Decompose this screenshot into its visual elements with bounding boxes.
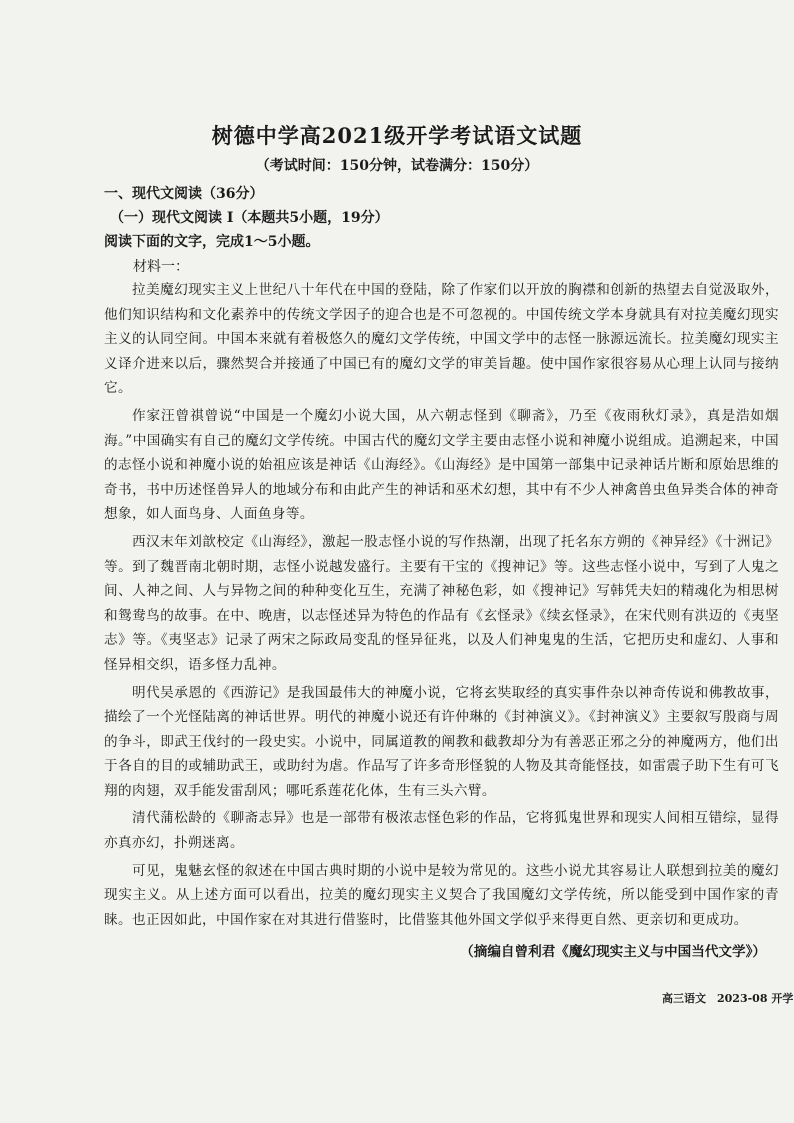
material-body bbox=[104, 278, 779, 935]
section-subheading: （一）现代文阅读 I（本题共5小题，19分） bbox=[110, 210, 389, 226]
exam-title: 树德中学高2021级开学考试语文试题 bbox=[211, 123, 583, 148]
paragraph: 西汉末年刘歆校定《山海经》，激起一股志怪小说的写作热潮，出现了托名东方朔的《神异经》《十洲记》等。到了魏晋南北朝时期，志怪小说越发盛行。主要有干宝的《搜神记》等。这些志怪小说中，写到了人鬼之间、人神之间、人与异物之间的种种变化互生，充满了神秘色彩，如《搜神记》写韩凭夫妇的精魂化为相思树和鸳鸯鸟的故事。在中、晚唐，以志怪述异为特色的作品有《玄怪录》《续玄怪录》，在宋代则有洪迈的《夷坚志》等。《夷坚志》记录了两宋之际政局变乱的怪异征兆，以及人们神鬼鬼的生活，它把历史和虚幻、人事和怪异相交织，语多怪力乱神。 bbox=[104, 533, 779, 673]
reading-instruction: 阅读下面的文字，完成1～5小题。 bbox=[104, 234, 320, 250]
material-label: 材料一： bbox=[133, 259, 189, 275]
paragraph: 清代蒲松龄的《聊斋志异》也是一部带有极浓志怪色彩的作品，它将狐鬼世界和现实人间相互错综，显得亦真亦幻，扑朔迷离。 bbox=[104, 810, 779, 852]
section-heading: 一、现代文阅读（36分） bbox=[104, 186, 264, 202]
paragraph: 明代吴承恩的《西游记》是我国最伟大的神魔小说，它将玄奘取经的真实事件杂以神奇传说和佛教故事，描绘了一个光怪陆离的神话世界。明代的神魔小说还有许仲琳的《封神演义》。《封神演义》主要叙写殷商与周的争斗，即武王伐纣的一段史实。小说中，同属道教的阐教和截教却分为有善恶正邪之分的神魔两方，他们出于各自的目的或辅助武王，或助纣为虐。作品写了许多奇形怪貌的人物及其奇能怪技，如雷震子助下生有可飞翔的肉翅，双手能发雷刮风；哪吒系莲花化体，生有三头六臂。 bbox=[104, 684, 779, 799]
paragraph: 拉美魔幻现实主义上世纪八十年代在中国的登陆，除了作家们以开放的胸襟和创新的热望去自觉汲取外，他们知识结构和文化素养中的传统文学因子的迎合也是不可忽视的。中国传统文学本身就具有对拉美魔幻现实主义的认同空间。中国本来就有着极悠久的魔幻文学传统，中国文学中的志怪一脉源远流长。拉美魔幻现实主义译介进来以后，骤然契合并接通了中国已有的魔幻文学的审美旨趣。使中国作家很容易从心理上认同与接纳它。 bbox=[104, 282, 779, 397]
paragraph: 作家汪曾祺曾说“中国是一个魔幻小说大国，从六朝志怪到《聊斋》，乃至《夜雨秋灯录》，真是浩如烟海。”中国确实有自己的魔幻文学传统。中国古代的魔幻文学主要由志怪小说和神魔小说组成。追溯起来，中国的志怪小说和神魔小说的始祖应该是神话《山海经》。《山海经》是中国第一部集中记录神话片断和原始思维的奇书，书中历述怪兽异人的地域分布和由此产生的神话和巫术幻想，其中有不少人神禽兽虫鱼异类合体的神奇想象，如人面鸟身、人面鱼身等。 bbox=[104, 407, 779, 523]
source-citation: （摘编自曾利君《魔幻现实主义与中国当代文学》） bbox=[460, 944, 766, 960]
page-footer: 高三语文 2023-08 开学 bbox=[662, 992, 794, 1005]
paragraph: 可见，鬼魅玄怪的叙述在中国古典时期的小说中是较为常见的。这些小说尤其容易让人联想到拉美的魔幻现实主义。从上述方面可以看出，拉美的魔幻现实主义契合了我国魔幻文学传统，所以能受到中国作家的青睐。也正因如此，中国作家在对其进行借鉴时，比借鉴其他外国文学似乎来得更自然、更亲切和更成功。 bbox=[104, 862, 779, 928]
exam-subtitle: （考试时间：150分钟，试卷满分：150分） bbox=[255, 158, 539, 174]
